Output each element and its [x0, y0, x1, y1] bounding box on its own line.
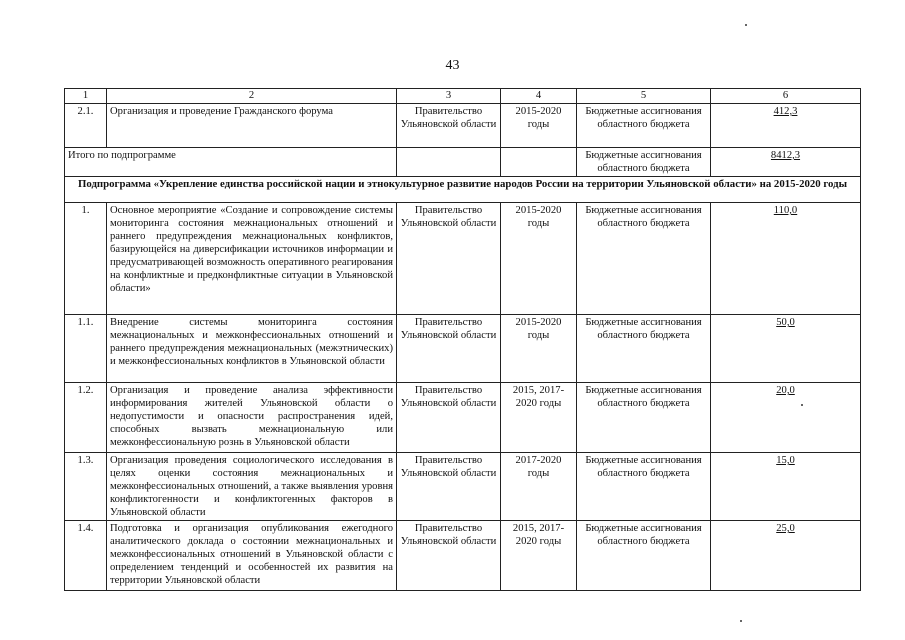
amount-value: 20,0: [776, 385, 795, 396]
amount-value: 8412,3: [770, 150, 801, 161]
empty-cell: [397, 148, 501, 177]
budget-table: [64, 88, 861, 591]
funding-source: Бюджетные ассигнования областного бюджета: [577, 383, 711, 453]
scan-speck: [740, 620, 742, 622]
row-number: 1.: [65, 203, 107, 315]
column-number: 2: [107, 89, 397, 104]
funding-source: Бюджетные ассигнования областного бюджета: [577, 148, 711, 177]
period: 2015-2020 годы: [501, 315, 577, 383]
row-number: 1.1.: [65, 315, 107, 383]
table-row: [65, 453, 861, 521]
period: 2015, 2017-2020 годы: [501, 521, 577, 591]
amount: [711, 315, 861, 383]
funding-source: Бюджетные ассигнования областного бюджета: [577, 521, 711, 591]
scan-speck: [745, 24, 747, 26]
funding-source: Бюджетные ассигнования областного бюджета: [577, 453, 711, 521]
period: 2015-2020 годы: [501, 104, 577, 148]
activity-name: Организация и проведение Гражданского форума: [107, 104, 397, 148]
subprogram-title: Подпрограмма «Укрепление единства российской нации и этнокультурное развитие народов России на территории Ульяновской области» на 2015-2020 годы: [65, 177, 861, 203]
period: 2017-2020 годы: [501, 453, 577, 521]
page-number: 43: [445, 58, 460, 73]
empty-cell: [501, 148, 577, 177]
amount-value: 15,0: [776, 455, 795, 466]
column-number: 4: [501, 89, 577, 104]
column-number: 1: [65, 89, 107, 104]
row-number: 2.1.: [65, 104, 107, 148]
amount-value: 50,0: [776, 317, 795, 328]
table-row: [65, 383, 861, 453]
amount: [711, 521, 861, 591]
funding-source: Бюджетные ассигнования областного бюджета: [577, 315, 711, 383]
activity-name: Подготовка и организация опубликования ежегодного аналитического доклада о состоянии межнациональных и межконфессиональных отношений в Ульяновской области с определением тенденций и особенностей их развития на территории Ульяновской области: [107, 521, 397, 591]
activity-name: Организация проведения социологического исследования в целях оценки состояния межнациональных и межконфессиональных отношений, а также выявления уровня конфликтогенности и конфликтогенных факторов в Ульяновской области: [107, 453, 397, 521]
executor: Правительство Ульяновской области: [397, 521, 501, 591]
table-row: [65, 203, 861, 315]
amount: [711, 383, 861, 453]
amount-value: 25,0: [776, 523, 795, 534]
amount-value: 110,0: [773, 205, 798, 216]
total-row: [65, 148, 861, 177]
period: 2015-2020 годы: [501, 203, 577, 315]
activity-name: Внедрение системы мониторинга состояния межнациональных и межконфессиональных отношений и раннего предупреждения межнациональных (межэтнических) и межконфессиональных конфликтов в Ульяновской области: [107, 315, 397, 383]
executor: Правительство Ульяновской области: [397, 315, 501, 383]
activity-name: Организация и проведение анализа эффективности информирования жителей Ульяновской области о недопустимости и опасности распространения идей, способных вызвать межнациональную или межконфессиональную рознь в Ульяновской области: [107, 383, 397, 453]
table-row: [65, 521, 861, 591]
executor: Правительство Ульяновской области: [397, 383, 501, 453]
column-number: 6: [711, 89, 861, 104]
funding-source: Бюджетные ассигнования областного бюджета: [577, 104, 711, 148]
row-number: 1.4.: [65, 521, 107, 591]
executor: Правительство Ульяновской области: [397, 104, 501, 148]
column-number: 3: [397, 89, 501, 104]
total-label: Итого по подпрограмме: [65, 148, 397, 177]
row-number: 1.3.: [65, 453, 107, 521]
column-number-row: [65, 89, 861, 104]
period: 2015, 2017-2020 годы: [501, 383, 577, 453]
table-row: [65, 315, 861, 383]
amount: [711, 148, 861, 177]
amount: [711, 203, 861, 315]
row-number: 1.2.: [65, 383, 107, 453]
activity-name: Основное мероприятие «Создание и сопровождение системы мониторинга состояния межнациональных отношений и раннего предупреждения межнациональных конфликтов, базирующейся на диверсификации источников информации и предусматривающей возможность оперативного реагирования на конфликтные и предконфликтные ситуации в Ульяновской области»: [107, 203, 397, 315]
amount: [711, 453, 861, 521]
amount-value: 412,3: [773, 106, 798, 117]
amount: [711, 104, 861, 148]
subprogram-title-row: [65, 177, 861, 203]
table-row: [65, 104, 861, 148]
column-number: 5: [577, 89, 711, 104]
executor: Правительство Ульяновской области: [397, 203, 501, 315]
executor: Правительство Ульяновской области: [397, 453, 501, 521]
funding-source: Бюджетные ассигнования областного бюджета: [577, 203, 711, 315]
